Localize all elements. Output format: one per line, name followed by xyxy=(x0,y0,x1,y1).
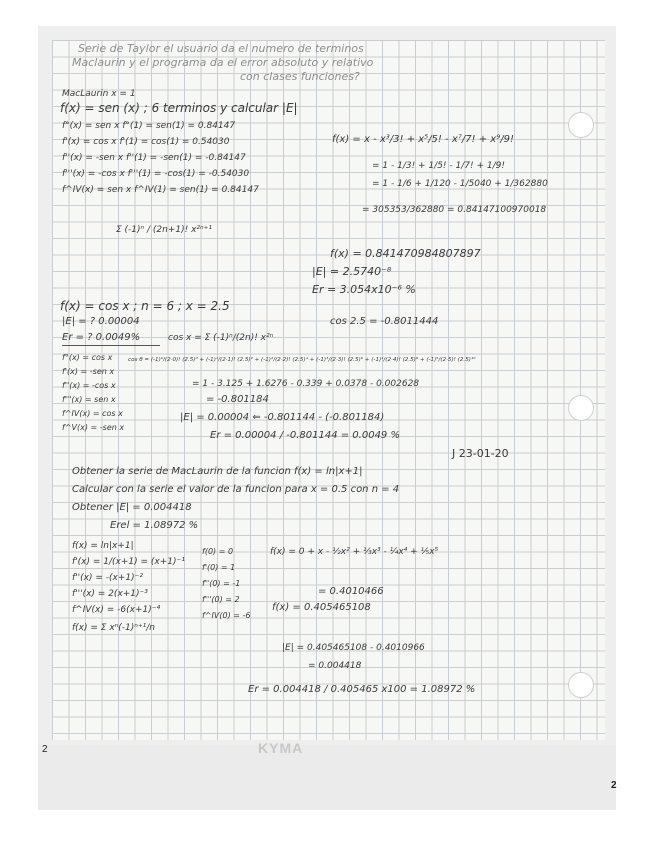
section2-expansion: cos θ = (-1)⁰/(2·0)! (2.5)⁰ + (-1)¹/(2·1)! (2.5)² + (-1)²/(2·2)! (2.5)⁴ + (-1)³/(2·3)! (2.5)⁶ + (-1)⁴/(2·4)! (2.5)⁸ + (-1)⁵/(2·5)! (2.5)¹⁰ xyxy=(128,357,476,363)
section1-series: f(x) = x - x³/3! + x⁵/5! - x⁷/7! + x⁹/9! xyxy=(332,134,514,145)
scan-footer-strip xyxy=(38,745,616,810)
section3-val-0: f(0) = 0 xyxy=(202,547,234,556)
section3-line-4: Erel = 1.08972 % xyxy=(110,520,199,531)
header-line-1: Serie de Taylor el usuario da el numero de terminos xyxy=(78,42,364,55)
section1-deriv-1: f'(x) = cos x f'(1) = cos(1) = 0.54030 xyxy=(62,137,230,147)
section2-abs-calc: |E| = 0.00004 ⇐ -0.801144 - (-0.801184) xyxy=(180,412,385,423)
section2-rel-calc: Er = 0.00004 / -0.801144 = 0.0049 % xyxy=(210,430,400,441)
section1-rel-error: Er = 3.054x10⁻⁶ % xyxy=(312,283,416,296)
section2-result: = -0.801184 xyxy=(206,394,269,405)
header-line-3: con clases funciones? xyxy=(240,70,360,83)
section3-abs: |E| = 0.405465108 - 0.4010966 xyxy=(282,643,425,653)
binder-hole-middle xyxy=(568,395,594,421)
section3-line-3: Obtener |E| = 0.004418 xyxy=(72,502,192,513)
section2-abs: |E| = ? 0.00004 xyxy=(62,316,140,327)
section1-step-1: = 1 - 1/6 + 1/120 - 1/5040 + 1/362880 xyxy=(372,179,548,189)
section1-step-2: = 305353/362880 = 0.84147100970018 xyxy=(362,205,547,215)
section1-deriv-4: f^IV(x) = sen x f^IV(1) = sen(1) = 0.84147 xyxy=(62,185,259,195)
section2-title: f(x) = cos x ; n = 6 ; x = 2.5 xyxy=(60,299,230,313)
section2-numeric-line: = 1 - 3.125 + 1.6276 - 0.339 + 0.0378 - 0.002628 xyxy=(192,379,420,389)
section3-abs-result: = 0.004418 xyxy=(308,661,362,671)
section2-date: J 23-01-20 xyxy=(452,447,509,460)
section2-deriv-3: f'''(x) = sen x xyxy=(62,395,116,404)
section3-deriv-4: f^IV(x) = -6(x+1)⁻⁴ xyxy=(72,605,161,615)
section1-deriv-2: f''(x) = -sen x f''(1) = -sen(1) = -0.84147 xyxy=(62,153,246,163)
section1-deriv-3: f'''(x) = -cos x f'''(1) = -cos(1) = -0.54030 xyxy=(62,169,250,179)
section3-deriv-2: f''(x) = -(x+1)⁻² xyxy=(72,573,143,583)
section3-rel: Er = 0.004418 / 0.405465 x100 = 1.08972 % xyxy=(248,684,476,695)
section3-fx: f(x) = 0.405465108 xyxy=(272,602,371,613)
watermark-logo: KYMA xyxy=(258,740,304,756)
section3-sum-formula: f(x) = Σ xⁿ(-1)ⁿ⁺¹/n xyxy=(72,623,155,633)
section2-deriv-1: f'(x) = -sen x xyxy=(62,367,115,376)
section3-approx: = 0.4010466 xyxy=(318,586,384,597)
section2-rel: Er = ? 0.0049% xyxy=(62,332,141,343)
maclaurin-label: MacLaurin x = 1 xyxy=(62,89,136,99)
section3-deriv-3: f'''(x) = 2(x+1)⁻³ xyxy=(72,589,148,599)
footer-page-number: 2 xyxy=(42,744,48,755)
section2-deriv-0: f°(x) = cos x xyxy=(62,353,113,362)
section1-step-0: = 1 - 1/3! + 1/5! - 1/7! + 1/9! xyxy=(372,161,505,171)
section3-deriv-1: f'(x) = 1/(x+1) = (x+1)⁻¹ xyxy=(72,557,185,567)
section1-title: f(x) = sen (x) ; 6 terminos y calcular |E| xyxy=(60,101,298,115)
section3-val-3: f'''(0) = 2 xyxy=(202,595,240,604)
section3-line-2: Calcular con la serie el valor de la funcion para x = 0.5 con n = 4 xyxy=(72,484,400,495)
section1-fx: f(x) = 0.841470984807897 xyxy=(330,247,481,260)
section2-deriv-2: f''(x) = -cos x xyxy=(62,381,116,390)
section2-cos-sum: cos x = Σ (-1)ⁿ/(2n)! x²ⁿ xyxy=(168,333,274,343)
binder-hole-top xyxy=(568,112,594,138)
section1-abs-error: |E| = 2.5740⁻⁸ xyxy=(312,265,392,278)
section3-series: f(x) = 0 + x - ½x² + ⅓x³ - ¼x⁴ + ⅕x⁵ xyxy=(270,547,439,557)
section3-deriv-0: f(x) = ln|x+1| xyxy=(72,541,134,551)
section1-deriv-0: f°(x) = sen x f°(1) = sen(1) = 0.84147 xyxy=(62,121,236,131)
section2-deriv-4: f^IV(x) = cos x xyxy=(62,409,123,418)
binder-hole-bottom xyxy=(568,672,594,698)
section2-cos-value: cos 2.5 = -0.8011444 xyxy=(330,316,439,327)
section3-line-1: Obtener la serie de MacLaurin de la funcion f(x) = ln|x+1| xyxy=(72,466,363,477)
section2-deriv-5: f^V(x) = -sen x xyxy=(62,423,125,432)
outer-page-number: 2 xyxy=(611,780,617,791)
section3-val-4: f^IV(0) = -6 xyxy=(202,611,251,620)
section3-val-2: f''(0) = -1 xyxy=(202,579,241,588)
header-line-2: Maclaurin y el programa da el error absoluto y relativo xyxy=(72,56,374,69)
section2-underline xyxy=(62,345,160,346)
section1-sum-formula: Σ (-1)ⁿ / (2n+1)! x²ⁿ⁺¹ xyxy=(116,225,212,235)
section3-val-1: f'(0) = 1 xyxy=(202,563,236,572)
